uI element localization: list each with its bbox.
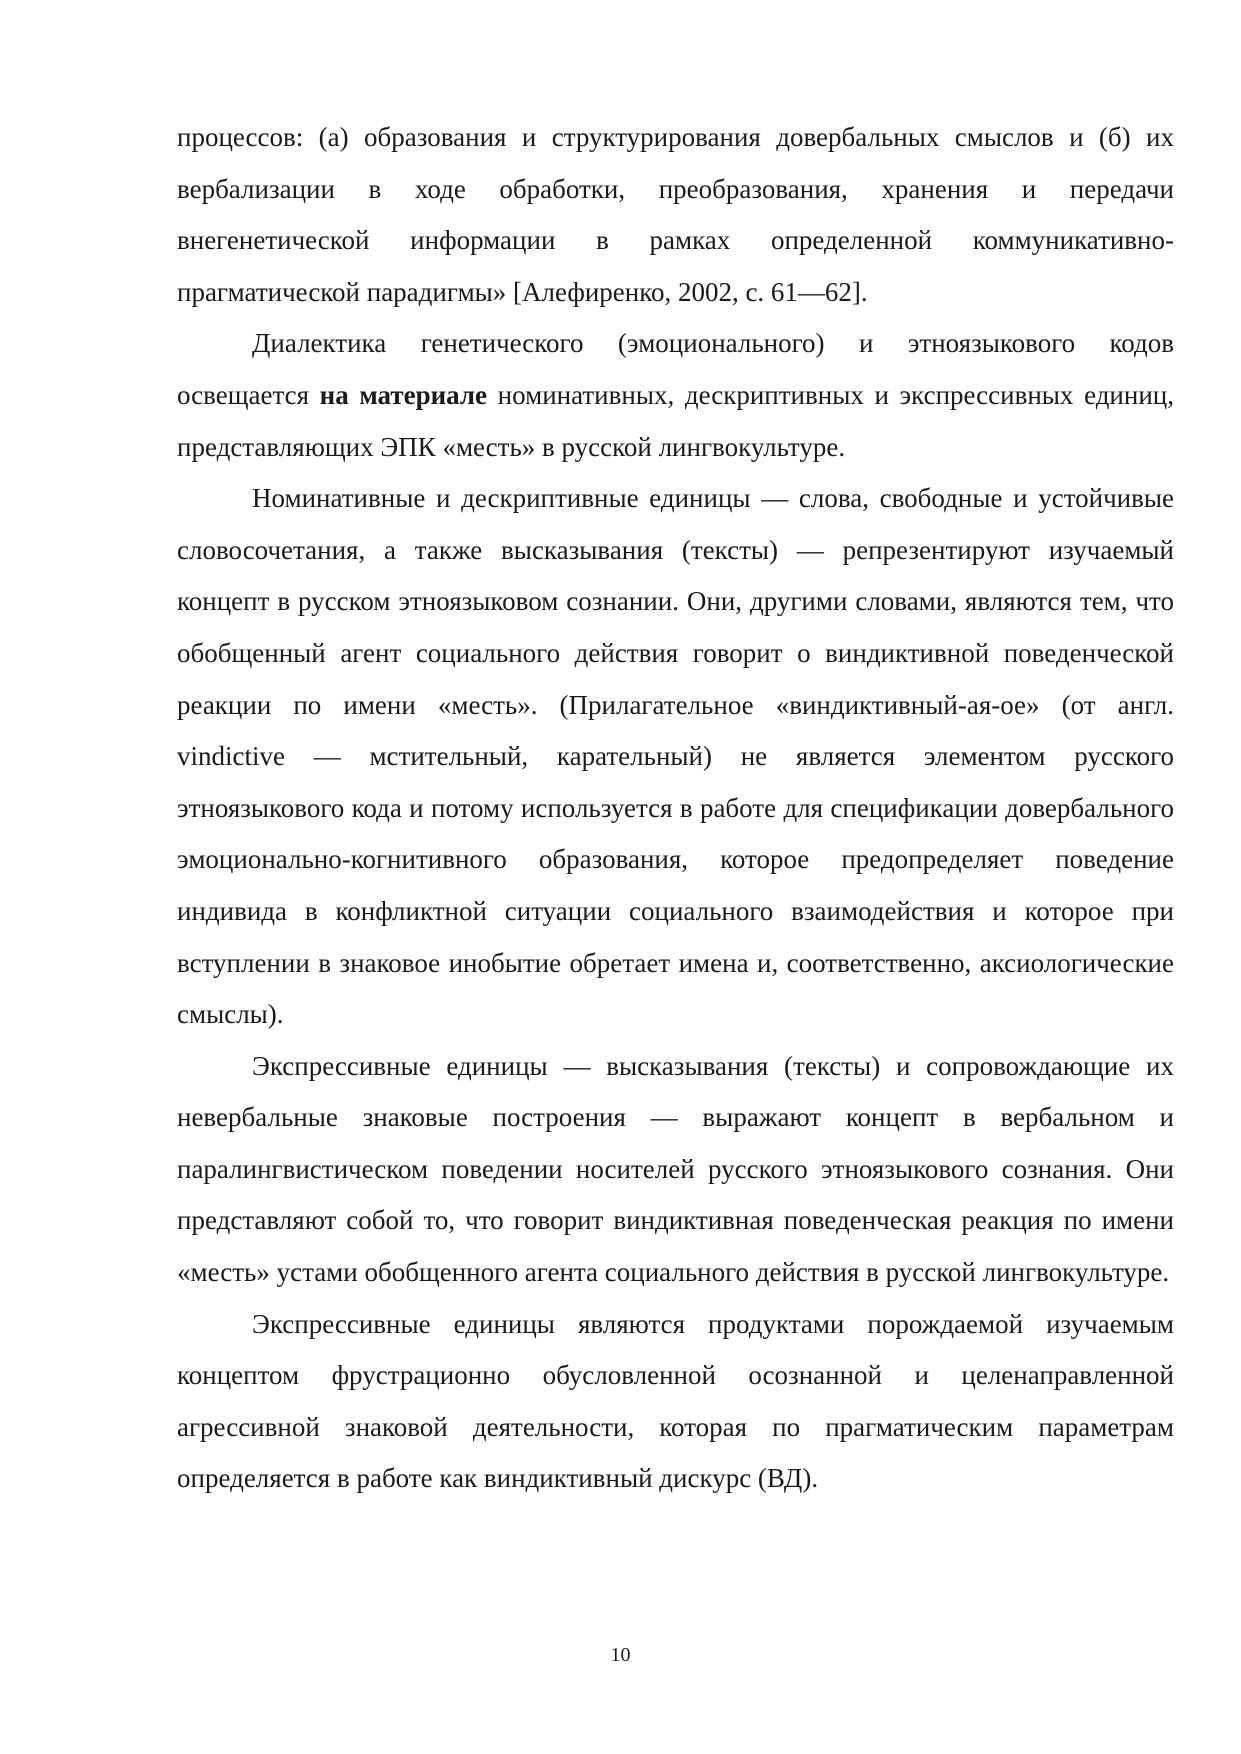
paragraph-4-text: Экспрессивные единицы — высказывания (тексты) и сопровождающие их невербальные знаковые построения — выражают концепт в вербальном и паралингвистическом поведении носителей русского этноязыкового сознания. Они представляют собой то, что говорит виндиктивная поведенческая реакция по имени «месть» устами обобщенного агента социального действия в русской лингвокультуре. [177, 1050, 1174, 1288]
paragraph-5-text: Экспрессивные единицы являются продуктами порождаемой изучаемым концептом фрустрационно обусловленной осознанной и целенаправленной агрессивной знаковой деятельности, которая по прагматическим параметрам определяется в работе как виндиктивный дискурс (ВД). [177, 1308, 1174, 1494]
page-number: 10 [610, 1644, 631, 1666]
paragraph-3-text: Номинативные и дескриптивные единицы — слова, свободные и устойчивые словосочетания, а также высказывания (тексты) — репрезентируют изучаемый концепт в русском этноязыковом сознании. Они, другими словами, являются тем, что обобщенный агент социального действия говорит о виндиктивной поведенческой реакции по имени «месть». (Прилагательное «виндиктивный-ая-ое» (от англ. vindictive — мстительный, карательный) не является элементом русского этноязыкового кода и потому используется в работе для спецификации довербального эмоционально-когнитивного образования, которое предопределяет поведение индивида в конфликтной ситуации социального взаимодействия и которое при вступлении в знаковое инобытие обретает имена и, соответственно, аксиологические смыслы). [177, 483, 1174, 1030]
paragraph-1-text: процессов: (а) образования и структурирования довербальных смыслов и (б) их вербализации в ходе обработки, преобразования, хранения и передачи внегенетической информации в рамках определенной коммуникативно-прагматической парадигмы» [Алефиренко, 2002, с. 61—62]. [177, 122, 1174, 307]
paragraph-4 [177, 1041, 1174, 1299]
paragraph-2 [177, 318, 1174, 473]
body-text [177, 112, 1174, 1505]
paragraph-5 [177, 1299, 1174, 1505]
paragraph-1 [177, 112, 1174, 318]
paragraph-2-text-start: Диалектика генетического (эмоционального) и этноязыкового кодов освещается [177, 328, 1174, 410]
paragraph-3 [177, 473, 1174, 1041]
paragraph-2-text-end: номинативных, дескриптивных и экспрессивных единиц, представляющих ЭПК «месть» в русской лингвокультуре. [177, 379, 1174, 462]
emphasis-bold-text: на материале [319, 379, 488, 410]
